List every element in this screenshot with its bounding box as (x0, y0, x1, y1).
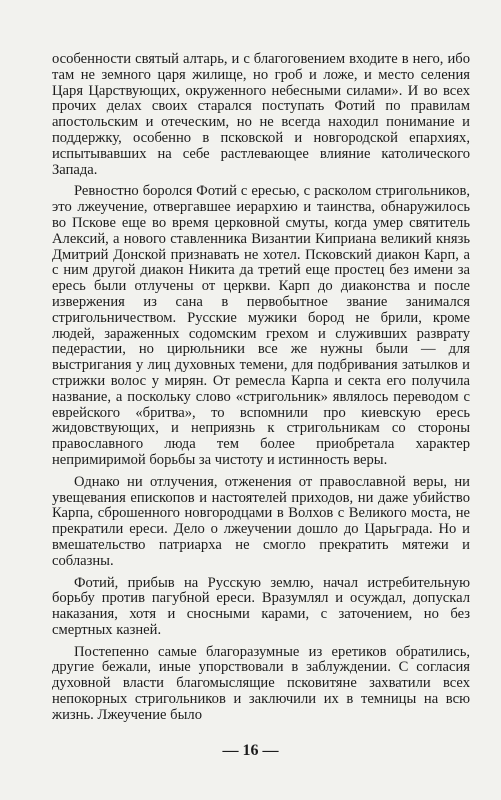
paragraph-3: Однако ни отлучения, отженения от православной веры, ни увещевания епископов и настоятелей приходов, ни даже убийство Карпа, сброшенного новгородцами в Волхов с Великого моста, не прекратили ереси. Дело о лжеучении дошло до Царьграда. Но и вмешательство патриарха не смогло прекратить мятежи и соблазны. (52, 473, 470, 569)
page-number: — 16 — (222, 742, 279, 759)
paragraph-4: Фотий, прибыв на Русскую землю, начал истребительную борьбу против пагубной ереси. Вразумлял и осуждал, допускал наказания, хотя и сносными карами, с заточением, но без смертных казней. (52, 574, 470, 638)
paragraph-1: особенности святый алтарь, и с благоговением входите в него, ибо там не земного царя жилище, но гроб и ложе, и место селения Царя Царствующих, окруженного небесными силами». И во всех прочих делах своих старался поступать Фотий по правилам апостольским и отеческим, но не всегда находил понимание и поддержку, особенно в псковской и новгородской епархиях, испытывавших на себе растлевающее влияние католического Запада. (52, 51, 470, 178)
paragraph-2: Ревностно боролся Фотий с ересью, с расколом стригольников, это лжеучение, отвергавшее иерархию и таинства, обнаружилось во Пскове еще во время церковной смуты, когда умер святитель Алексий, а нового ставленника Византии Киприана великий князь Дмитрий Донской признавать не хотел. Псковский диакон Карп, а с ним другой диакон Никита да третий еще простец без имени за ересь были отлучены от церкви. Карп до диаконства и после извержения из сана в первобытное звание занимался стригольничеством. Русские мужики бород не брили, кроме людей, зараженных содомским грехом и служивших разврату педерастии, но цирюльники все же нужны были — для выстригания у лиц духовных темени, для подбривания затылков и стрижки волос у мирян. От ремесла Карпа и секта его получила название, а поскольку слово «стригольник» являлось переводом с еврейского «бритва», то вспомнили про киевскую ересь жидовствующих, и неприязнь к стригольникам со стороны православного люда тем более приобретала характер непримиримой борьбы за чистоту и истинность веры. (52, 183, 470, 468)
page-text (52, 52, 470, 730)
paragraph-5: Постепенно самые благоразумные из еретиков обратились, другие бежали, иные упорствовали в заблуждении. С согласия духовной власти благомыслящие псковитяне захватили всех непокорных стригольников и заключили их в темницы на всю жизнь. Лжеучение было (52, 643, 470, 723)
